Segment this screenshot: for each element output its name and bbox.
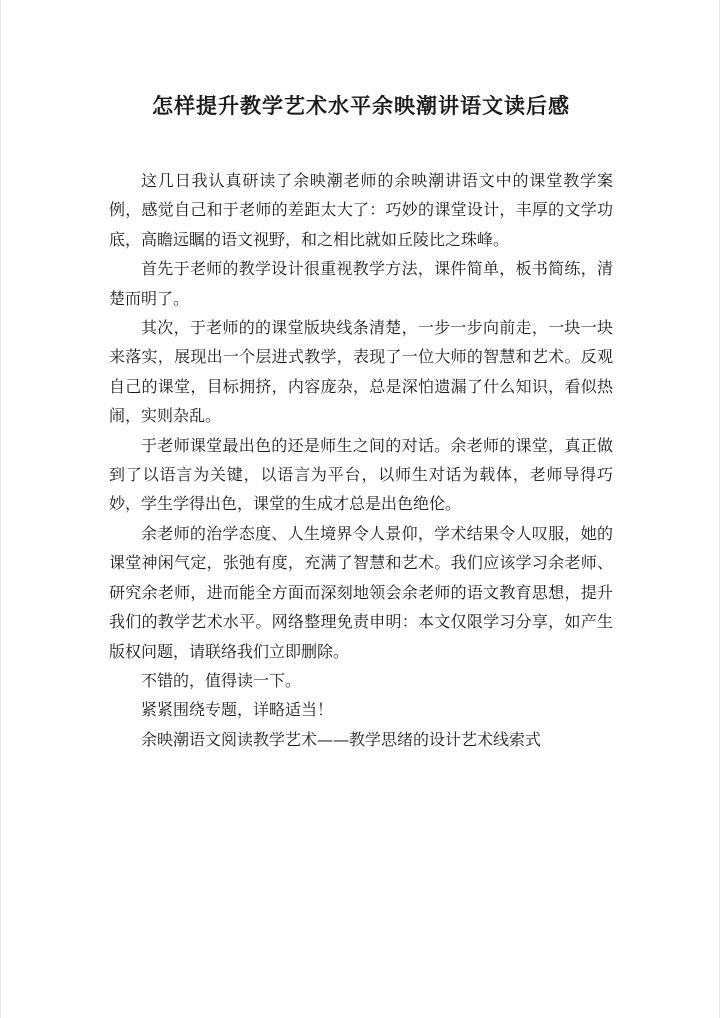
paragraph-1: 这几日我认真研读了余映潮老师的余映潮讲语文中的课堂教学案例，感觉自己和于老师的差距太大了：巧妙的课堂设计，丰厚的文学功底，高瞻远瞩的语文视野，和之相比就如丘陵比之珠峰。 [109, 171, 613, 249]
paragraph-5: 余老师的治学态度、人生境界令人景仰，学术结果令人叹服，她的课堂神闲气定，张弛有度，充满了智慧和艺术。我们应该学习余老师、研究余老师，进而能全方面而深刻地领会余老师的语文教育思想，提升我们的教学艺术水平。网络整理免责申明：本文仅限学习分享，如产生版权问题，请联络我们立即删除。 [109, 523, 613, 661]
paragraph-4: 于老师课堂最出色的还是师生之间的对话。余老师的课堂，真正做到了以语言为关键，以语言为平台，以师生对话为载体，老师导得巧妙，学生学得出色，课堂的生成才总是出色绝伦。 [109, 435, 613, 514]
paragraph-3: 其次，于老师的的课堂版块线条清楚，一步一步向前走，一块一块来落实，展现出一个层进式教学，表现了一位大师的智慧和艺术。反观自己的课堂，目标拥挤，内容庞杂，总是深怕遗漏了什么知识，看似热闹，实则杂乱。 [109, 318, 613, 426]
paragraph-8: 余映潮语文阅读教学艺术——教学思绪的设计艺术线索式 [141, 729, 542, 749]
document-title: 怎样提升教学艺术水平余映潮讲语文读后感 [152, 93, 570, 118]
paragraph-7: 紧紧围绕专题，详略适当！ [141, 700, 334, 720]
paragraph-2: 首先于老师的教学设计很重视教学方法，课件简单，板书简练，清楚而明了。 [109, 259, 613, 308]
document-body [109, 166, 613, 754]
paragraph-6: 不错的，值得读一下。 [141, 670, 302, 690]
